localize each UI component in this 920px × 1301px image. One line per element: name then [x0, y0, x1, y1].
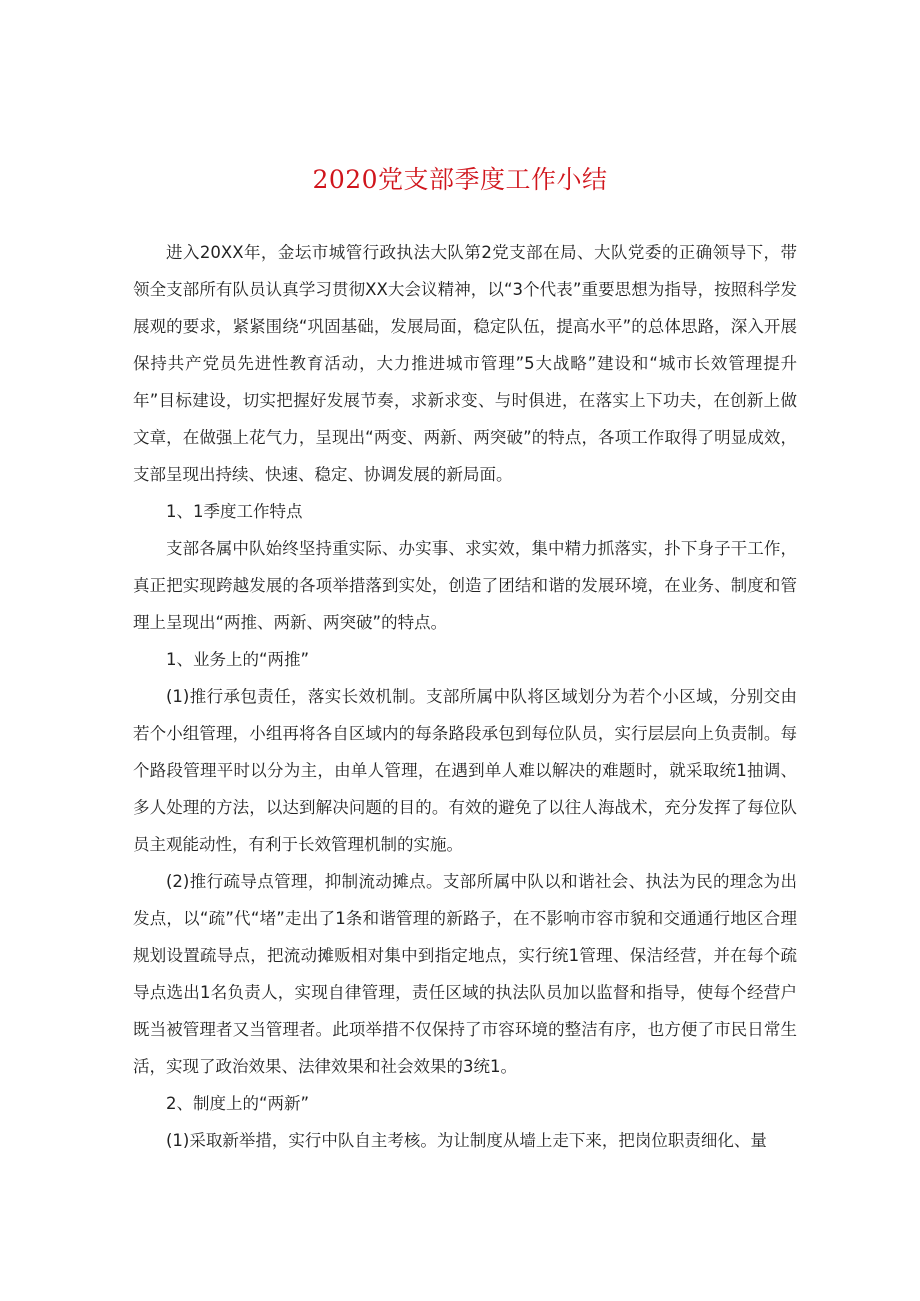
document-body — [133, 234, 797, 1159]
section-heading-business: 1、业务上的“两推” — [166, 650, 310, 669]
paragraph-q1-features: 支部各属中队始终坚持重实际、办实事、求实效，集中精力抓落实，扑下身子干工作，真正把实现跨越发展的各项举措落到实处，创造了团结和谐的发展环境，在业务、制度和管理上呈现出“两推、两新、两突破”的特点。 — [133, 539, 797, 632]
section-heading-q1-features: 1、1季度工作特点 — [166, 502, 303, 521]
section-heading-system: 2、制度上的“两新” — [166, 1094, 310, 1113]
paragraph-intro: 进入20XX年，金坛市城管行政执法大队第2党支部在局、大队党委的正确领导下，带领全支部所有队员认真学习贯彻XX大会议精神，以“3个代表”重要思想为指导，按照科学发展观的要求，紧紧围绕“巩固基础，发展局面，稳定队伍，提高水平”的总体思路，深入开展保持共产党员先进性教育活动，大力推进城市管理”5大战略”建设和“城市长效管理提升年”目标建设，切实把握好发展节奏，求新求变、与时俱进，在落实上下功夫，在创新上做文章，在做强上花气力，呈现出“两变、两新、两突破”的特点，各项工作取得了明显成效，支部呈现出持续、快速、稳定、协调发展的新局面。 — [133, 243, 797, 484]
document-title: 2020党支部季度工作小结 — [312, 165, 608, 194]
paragraph-guidance-points: (2)推行疏导点管理，抑制流动摊点。支部所属中队以和谐社会、执法为民的理念为出发点，以“疏”代“堵”走出了1条和谐管理的新路子，在不影响市容市貌和交通通行地区合理规划设置疏导点，把流动摊贩相对集中到指定地点，实行统1管理、保洁经营，并在每个疏导点选出1名负责人，实现自律管理，责任区域的执法队员加以监督和指导，使每个经营户既当被管理者又当管理者。此项举措不仅保持了市容环境的整洁有序，也方便了市民日常生活，实现了政治效果、法律效果和社会效果的3统1。 — [133, 872, 797, 1076]
paragraph-contract-responsibility: (1)推行承包责任，落实长效机制。支部所属中队将区域划分为若个小区域，分别交由若个小组管理，小组再将各自区域内的每条路段承包到每位队员，实行层层向上负责制。每个路段管理平时以分为主，由单人管理，在遇到单人难以解决的难题时，就采取统1抽调、多人处理的方法，以达到解决问题的目的。有效的避免了以往人海战术，充分发挥了每位队员主观能动性，有利于长效管理机制的实施。 — [133, 687, 797, 854]
paragraph-self-assessment: (1)采取新举措，实行中队自主考核。为让制度从墙上走下来，把岗位职责细化、量 — [166, 1131, 767, 1150]
